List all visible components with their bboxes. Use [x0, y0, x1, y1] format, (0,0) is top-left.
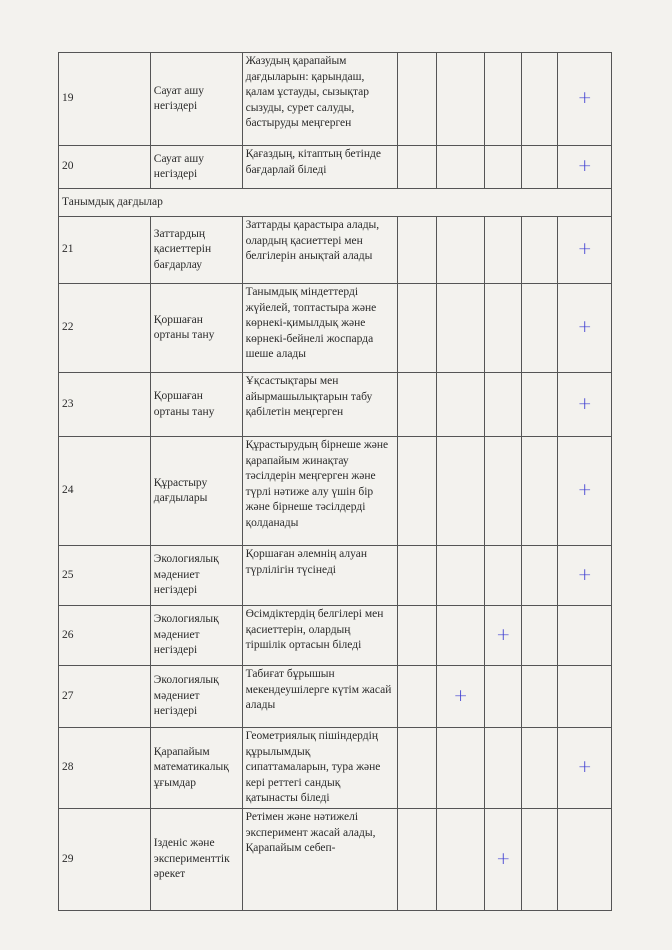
- table-row: [59, 546, 612, 606]
- row-area: Құрастыру дағдылары: [150, 437, 242, 546]
- table-row: [59, 606, 612, 666]
- table-row: [59, 53, 612, 146]
- row-skill: Заттарды қарастыра алады, олардың қасиеттері мен белгілерін анықтай алады: [242, 217, 397, 284]
- level-cell: [558, 606, 612, 666]
- row-number: 22: [59, 284, 151, 373]
- level-cell: [522, 53, 558, 146]
- table-row: [59, 728, 612, 809]
- level-cell: [522, 606, 558, 666]
- assessment-table: [58, 52, 612, 911]
- row-number: 26: [59, 606, 151, 666]
- row-number: 19: [59, 53, 151, 146]
- level-cell: [437, 217, 485, 284]
- row-area: Сауат ашу негіздері: [150, 53, 242, 146]
- row-area: Заттардың қасиеттерін бағдарлау: [150, 217, 242, 284]
- row-area: Қарапайым математикалық ұғымдар: [150, 728, 242, 809]
- level-cell: [485, 373, 522, 437]
- row-number: 23: [59, 373, 151, 437]
- level-cell: [522, 284, 558, 373]
- level-cell: [485, 437, 522, 546]
- level-cell: [485, 546, 522, 606]
- row-number: 24: [59, 437, 151, 546]
- row-skill: Ұқсастықтары мен айырмашылықтарын табу қабілетін меңгерген: [242, 373, 397, 437]
- level-cell: [397, 606, 436, 666]
- row-area: Қоршаған ортаны тану: [150, 373, 242, 437]
- row-number: 29: [59, 809, 151, 911]
- row-skill: Қағаздың, кітаптың бетінде бағдарлай біледі: [242, 146, 397, 189]
- level-cell: [522, 809, 558, 911]
- level-cell: [522, 728, 558, 809]
- row-skill: Өсімдіктердің белгілері мен қасиеттерін, олардың тіршілік ортасын біледі: [242, 606, 397, 666]
- level-cell: [437, 146, 485, 189]
- level-cell: [485, 728, 522, 809]
- check-mark: +: [558, 284, 612, 373]
- table-row: [59, 217, 612, 284]
- level-cell: [397, 284, 436, 373]
- row-number: 21: [59, 217, 151, 284]
- level-cell: [558, 809, 612, 911]
- row-skill: Құрастырудың бірнеше және қарапайым жинақтау тәсілдерін меңгерген және түрлі нәтиже алу үшін бір және бірнеше тәсілдерді қолданады: [242, 437, 397, 546]
- level-cell: [437, 809, 485, 911]
- row-skill: Танымдық міндеттерді жүйелей, топтастыра және көрнекі-қимылдық және көрнекі-бейнелі жоспарда шеше алады: [242, 284, 397, 373]
- check-mark: +: [485, 606, 522, 666]
- level-cell: [397, 437, 436, 546]
- level-cell: [522, 437, 558, 546]
- level-cell: [397, 728, 436, 809]
- table-row: [59, 666, 612, 728]
- level-cell: [485, 53, 522, 146]
- level-cell: [397, 53, 436, 146]
- check-mark: +: [558, 437, 612, 546]
- table-row: [59, 146, 612, 189]
- check-mark: +: [558, 373, 612, 437]
- row-skill: Жазудың қарапайым дағдыларын: қарындаш, қалам ұстауды, сызықтар сызуды, сурет салуды, бастыруды меңгерген: [242, 53, 397, 146]
- row-area: Ізденіс және эксперименттік әрекет: [150, 809, 242, 911]
- row-number: 25: [59, 546, 151, 606]
- row-area: Қоршаған ортаны тану: [150, 284, 242, 373]
- check-mark: +: [485, 809, 522, 911]
- row-number: 20: [59, 146, 151, 189]
- row-skill: Геометриялық пішіндердің құрылымдық сипаттамаларын, тура және кері реттегі сандық қатынасты біледі: [242, 728, 397, 809]
- row-skill: Ретімен және нәтижелі эксперимент жасай алады, Қарапайым себеп-: [242, 809, 397, 911]
- level-cell: [397, 373, 436, 437]
- check-mark: +: [558, 728, 612, 809]
- check-mark: +: [558, 146, 612, 189]
- row-area: Экологиялық мәдениет негіздері: [150, 666, 242, 728]
- level-cell: [397, 146, 436, 189]
- table-row: [59, 809, 612, 911]
- table-row: [59, 284, 612, 373]
- level-cell: [437, 546, 485, 606]
- section-row: [59, 189, 612, 217]
- table-row: [59, 437, 612, 546]
- level-cell: [397, 666, 436, 728]
- level-cell: [522, 666, 558, 728]
- check-mark: +: [437, 666, 485, 728]
- section-title: Танымдық дағдылар: [59, 189, 612, 217]
- level-cell: [485, 217, 522, 284]
- level-cell: [437, 373, 485, 437]
- level-cell: [485, 284, 522, 373]
- level-cell: [522, 217, 558, 284]
- row-skill: Қоршаған әлемнің алуан түрлілігін түсінеді: [242, 546, 397, 606]
- level-cell: [485, 146, 522, 189]
- row-area: Экологиялық мәдениет негіздері: [150, 546, 242, 606]
- level-cell: [558, 666, 612, 728]
- check-mark: +: [558, 53, 612, 146]
- level-cell: [437, 728, 485, 809]
- level-cell: [397, 546, 436, 606]
- level-cell: [437, 437, 485, 546]
- row-number: 28: [59, 728, 151, 809]
- level-cell: [522, 546, 558, 606]
- table-row: [59, 373, 612, 437]
- row-area: Экологиялық мәдениет негіздері: [150, 606, 242, 666]
- level-cell: [437, 606, 485, 666]
- row-area: Сауат ашу негіздері: [150, 146, 242, 189]
- row-skill: Табиғат бұрышын мекендеушілерге күтім жасай алады: [242, 666, 397, 728]
- check-mark: +: [558, 217, 612, 284]
- level-cell: [522, 146, 558, 189]
- level-cell: [437, 284, 485, 373]
- level-cell: [437, 53, 485, 146]
- level-cell: [397, 809, 436, 911]
- level-cell: [522, 373, 558, 437]
- level-cell: [397, 217, 436, 284]
- check-mark: +: [558, 546, 612, 606]
- row-number: 27: [59, 666, 151, 728]
- level-cell: [485, 666, 522, 728]
